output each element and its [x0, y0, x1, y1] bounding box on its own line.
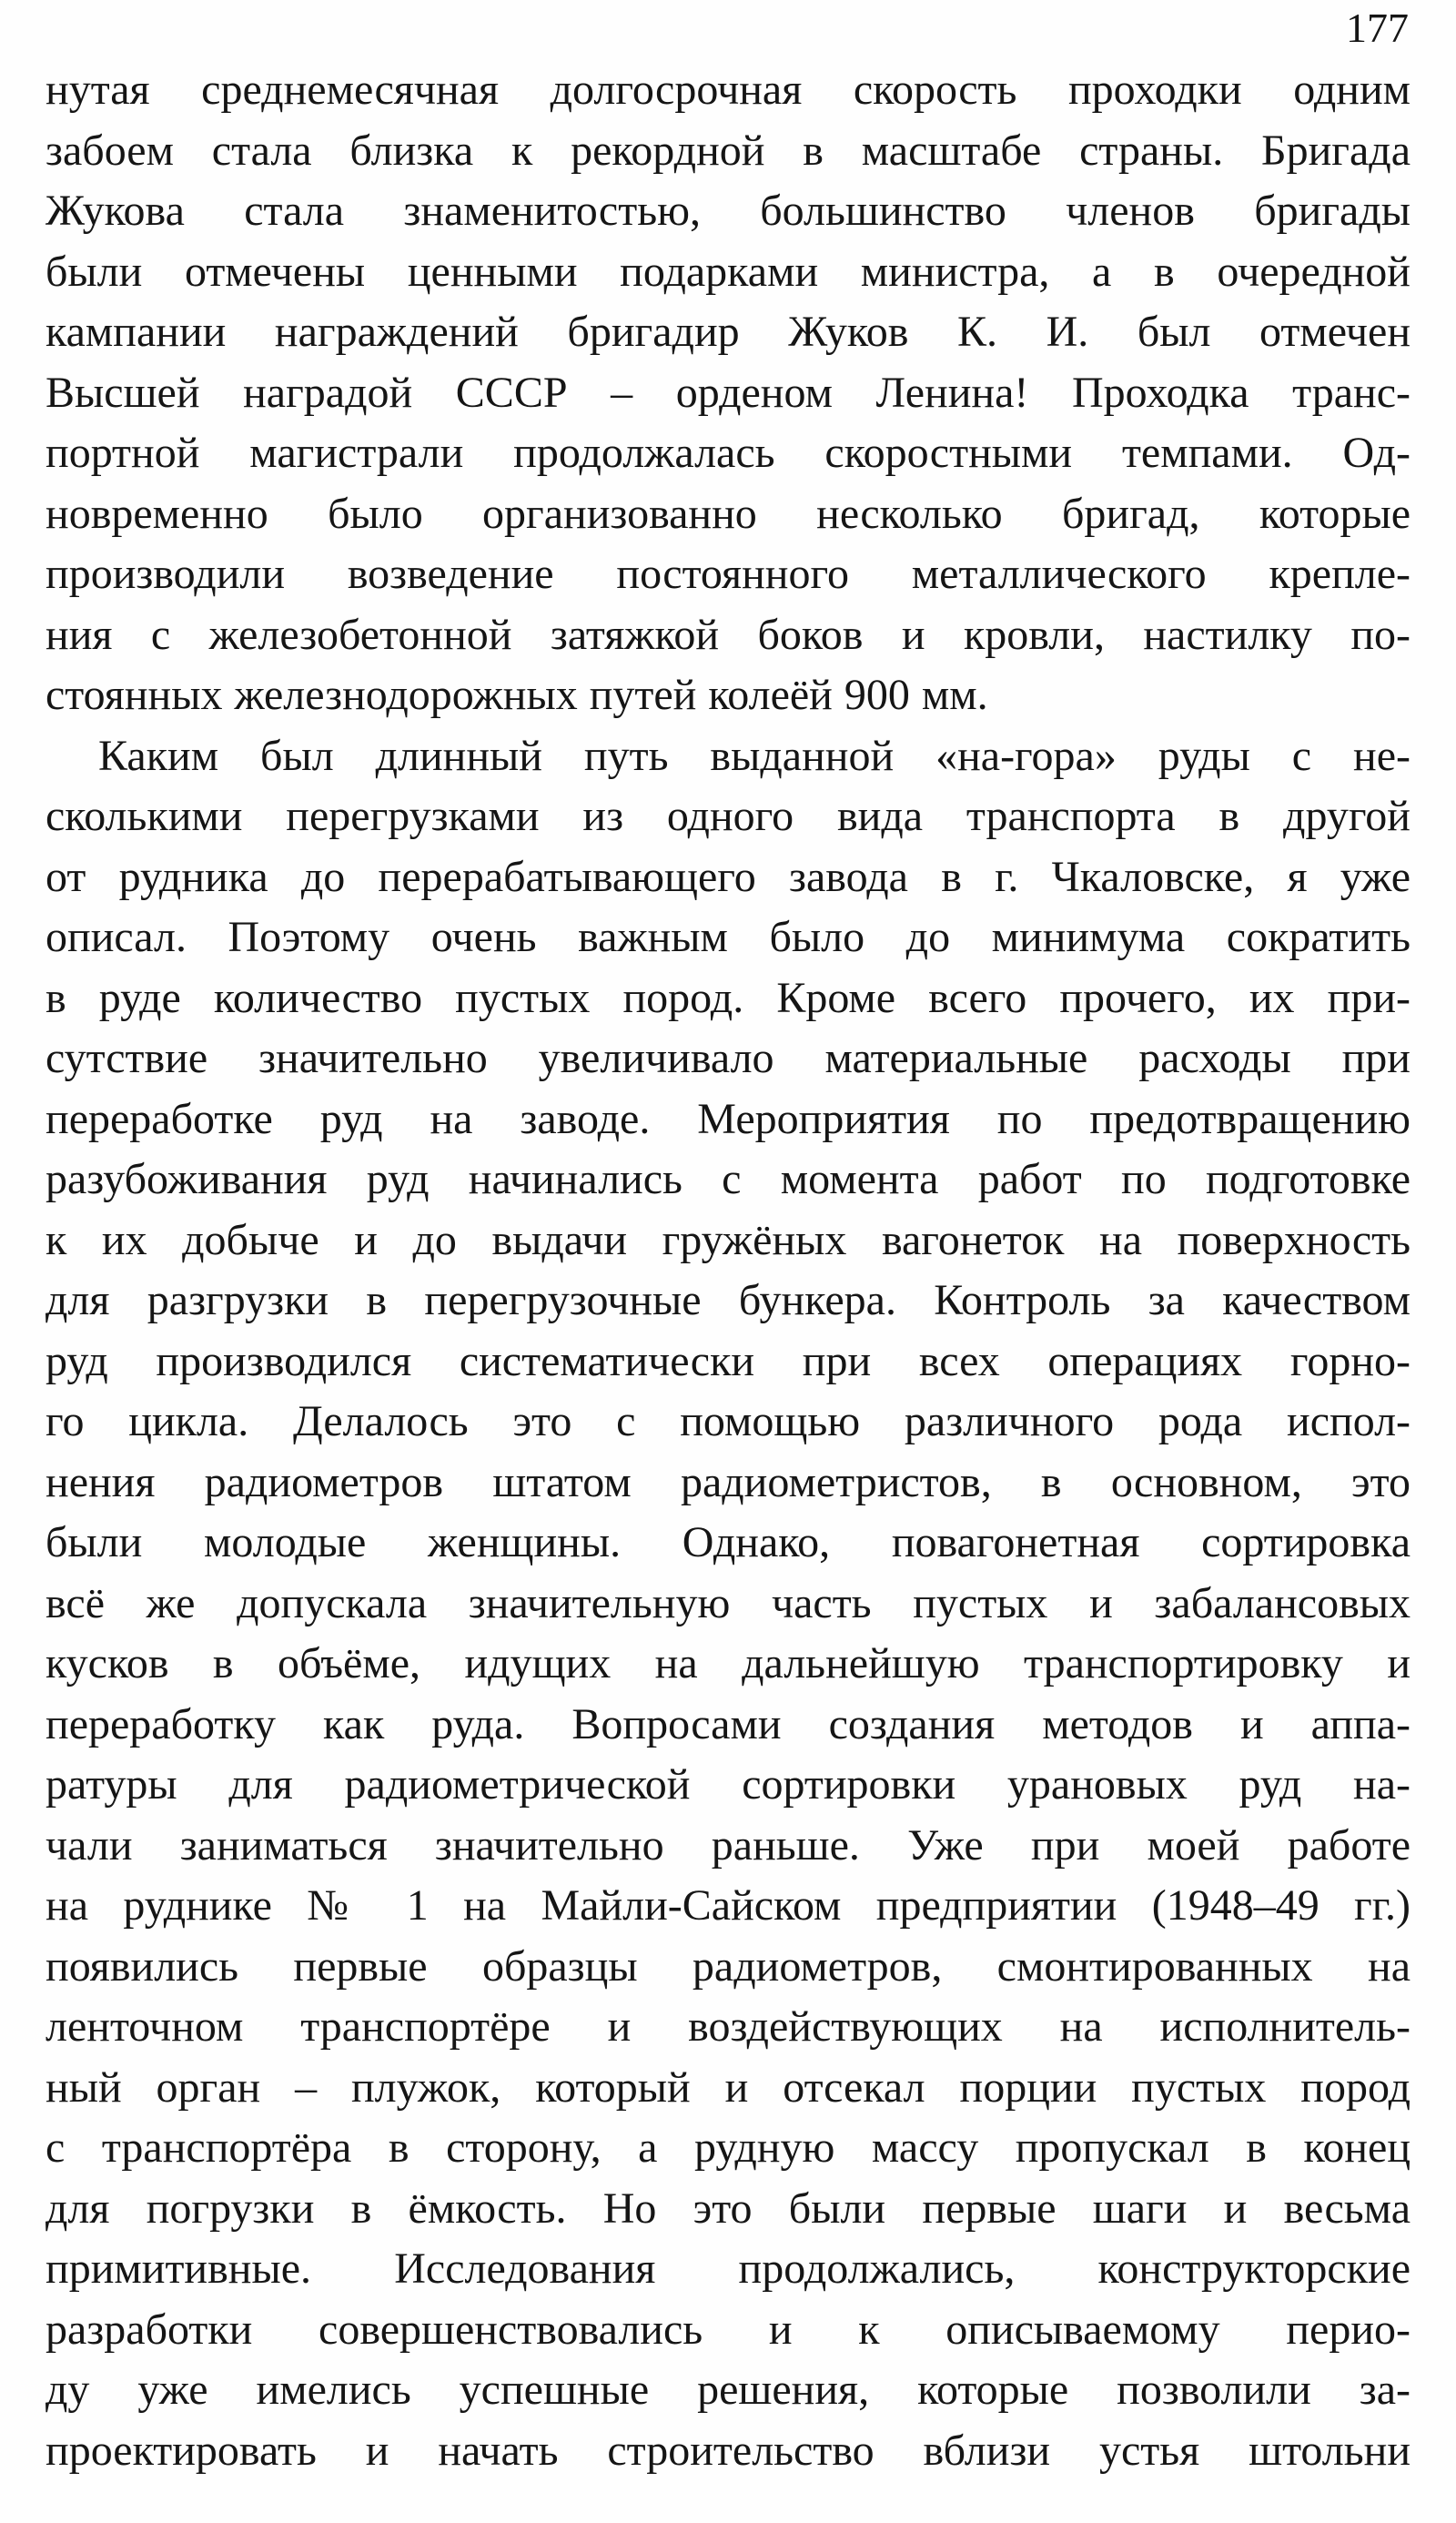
- text-line: кусков в объёме, идущих на дальнейшую транспортировку и: [46, 1639, 1410, 1687]
- text-line: были отмечены ценными подарками министра, а в очередной: [46, 247, 1410, 296]
- text-line: чали заниматься значительно раньше. Уже при моей работе: [46, 1820, 1410, 1869]
- text-line: забоем стала близка к рекордной в масштабе страны. Бригада: [46, 126, 1410, 175]
- text-line: новременно было организованно несколько бригад, которые: [46, 489, 1410, 538]
- text-line: разубоживания руд начинались с момента работ по подготовке: [46, 1155, 1410, 1203]
- text-line: описал. Поэтому очень важным было до минимума сократить: [46, 913, 1410, 961]
- text-line: ный орган – плужок, который и отсекал порции пустых пород: [46, 2062, 1410, 2112]
- text-line: Высшей наградой СССР – орденом Ленина! Проходка транс-: [46, 368, 1410, 417]
- text-line: Каким был длинный путь выданной «на-гора» руды с не-: [98, 731, 1410, 780]
- text-line: от рудника до перерабатывающего завода в г. Чкаловске, я уже: [46, 852, 1410, 901]
- text-line: производили возведение постоянного металлического крепле-: [46, 550, 1410, 598]
- text-line: к их добыче и до выдачи гружёных вагонеток на поверхность: [46, 1215, 1410, 1264]
- text-line: Жукова стала знаменитостью, большинство членов бригады: [46, 187, 1410, 235]
- text-line: всё же допускала значительную часть пустых и забалансовых: [46, 1578, 1410, 1627]
- text-line: кампании награждений бригадир Жуков К. И. был отмечен: [46, 308, 1410, 356]
- text-line: появились первые образцы радиометров, смонтированных на: [46, 1941, 1410, 1991]
- text-line: портной магистрали продолжалась скоростными темпами. Од-: [46, 429, 1410, 477]
- text-line: ду уже имелись успешные решения, которые позволили за-: [46, 2366, 1410, 2414]
- text-line: ния с железобетонной затяжкой боков и кровли, настилку по-: [46, 610, 1410, 659]
- text-line: нения радиометров штатом радиометристов, в основном, это: [46, 1457, 1410, 1506]
- text-line: сколькими перегрузками из одного вида транспорта в другой: [46, 792, 1410, 840]
- text-line: для погрузки в ёмкость. Но это были первые шаги и весьма: [46, 2184, 1410, 2233]
- body-text: [46, 60, 1410, 2481]
- text-line: ленточном транспортёре и воздействующих на исполнитель-: [46, 2002, 1410, 2051]
- text-line: переработку как руда. Вопросами создания методов и аппа-: [46, 1699, 1410, 1748]
- text-line: ратуры для радиометрической сортировки урановых руд на-: [46, 1760, 1410, 1809]
- text-line: стоянных железнодорожных путей колеёй 900 мм.: [46, 671, 988, 719]
- text-line: с транспортёра в сторону, а рудную массу пропускал в конец: [46, 2123, 1410, 2172]
- text-line: примитивные. Исследования продолжались, конструкторские: [46, 2244, 1410, 2293]
- text-line: проектировать и начать строительство вблизи устья штольни: [46, 2426, 1410, 2475]
- paragraph: [46, 726, 1410, 2482]
- text-line: руд производился систематически при всех операциях горно-: [46, 1336, 1410, 1385]
- text-line: нутая среднемесячная долгосрочная скорость проходки одним: [46, 66, 1410, 114]
- text-line: разработки совершенствовались и к описываемому перио-: [46, 2305, 1410, 2354]
- text-line: для разгрузки в перегрузочные бункера. Контроль за качеством: [46, 1276, 1410, 1324]
- paragraph: [46, 60, 1410, 726]
- text-line: на руднике № 1 на Майли-Сайском предприятии (1948–49 гг.): [46, 1881, 1410, 1930]
- text-line: были молодые женщины. Однако, повагонетная сортировка: [46, 1518, 1410, 1566]
- text-line: го цикла. Делалось это с помощью различного рода испол-: [46, 1397, 1410, 1445]
- text-line: переработке руд на заводе. Мероприятия по предотвращению: [46, 1094, 1410, 1143]
- text-line: в руде количество пустых пород. Кроме всего прочего, их при-: [46, 973, 1410, 1022]
- page-number: 177: [1346, 5, 1409, 51]
- text-line: сутствие значительно увеличивало материальные расходы при: [46, 1034, 1410, 1082]
